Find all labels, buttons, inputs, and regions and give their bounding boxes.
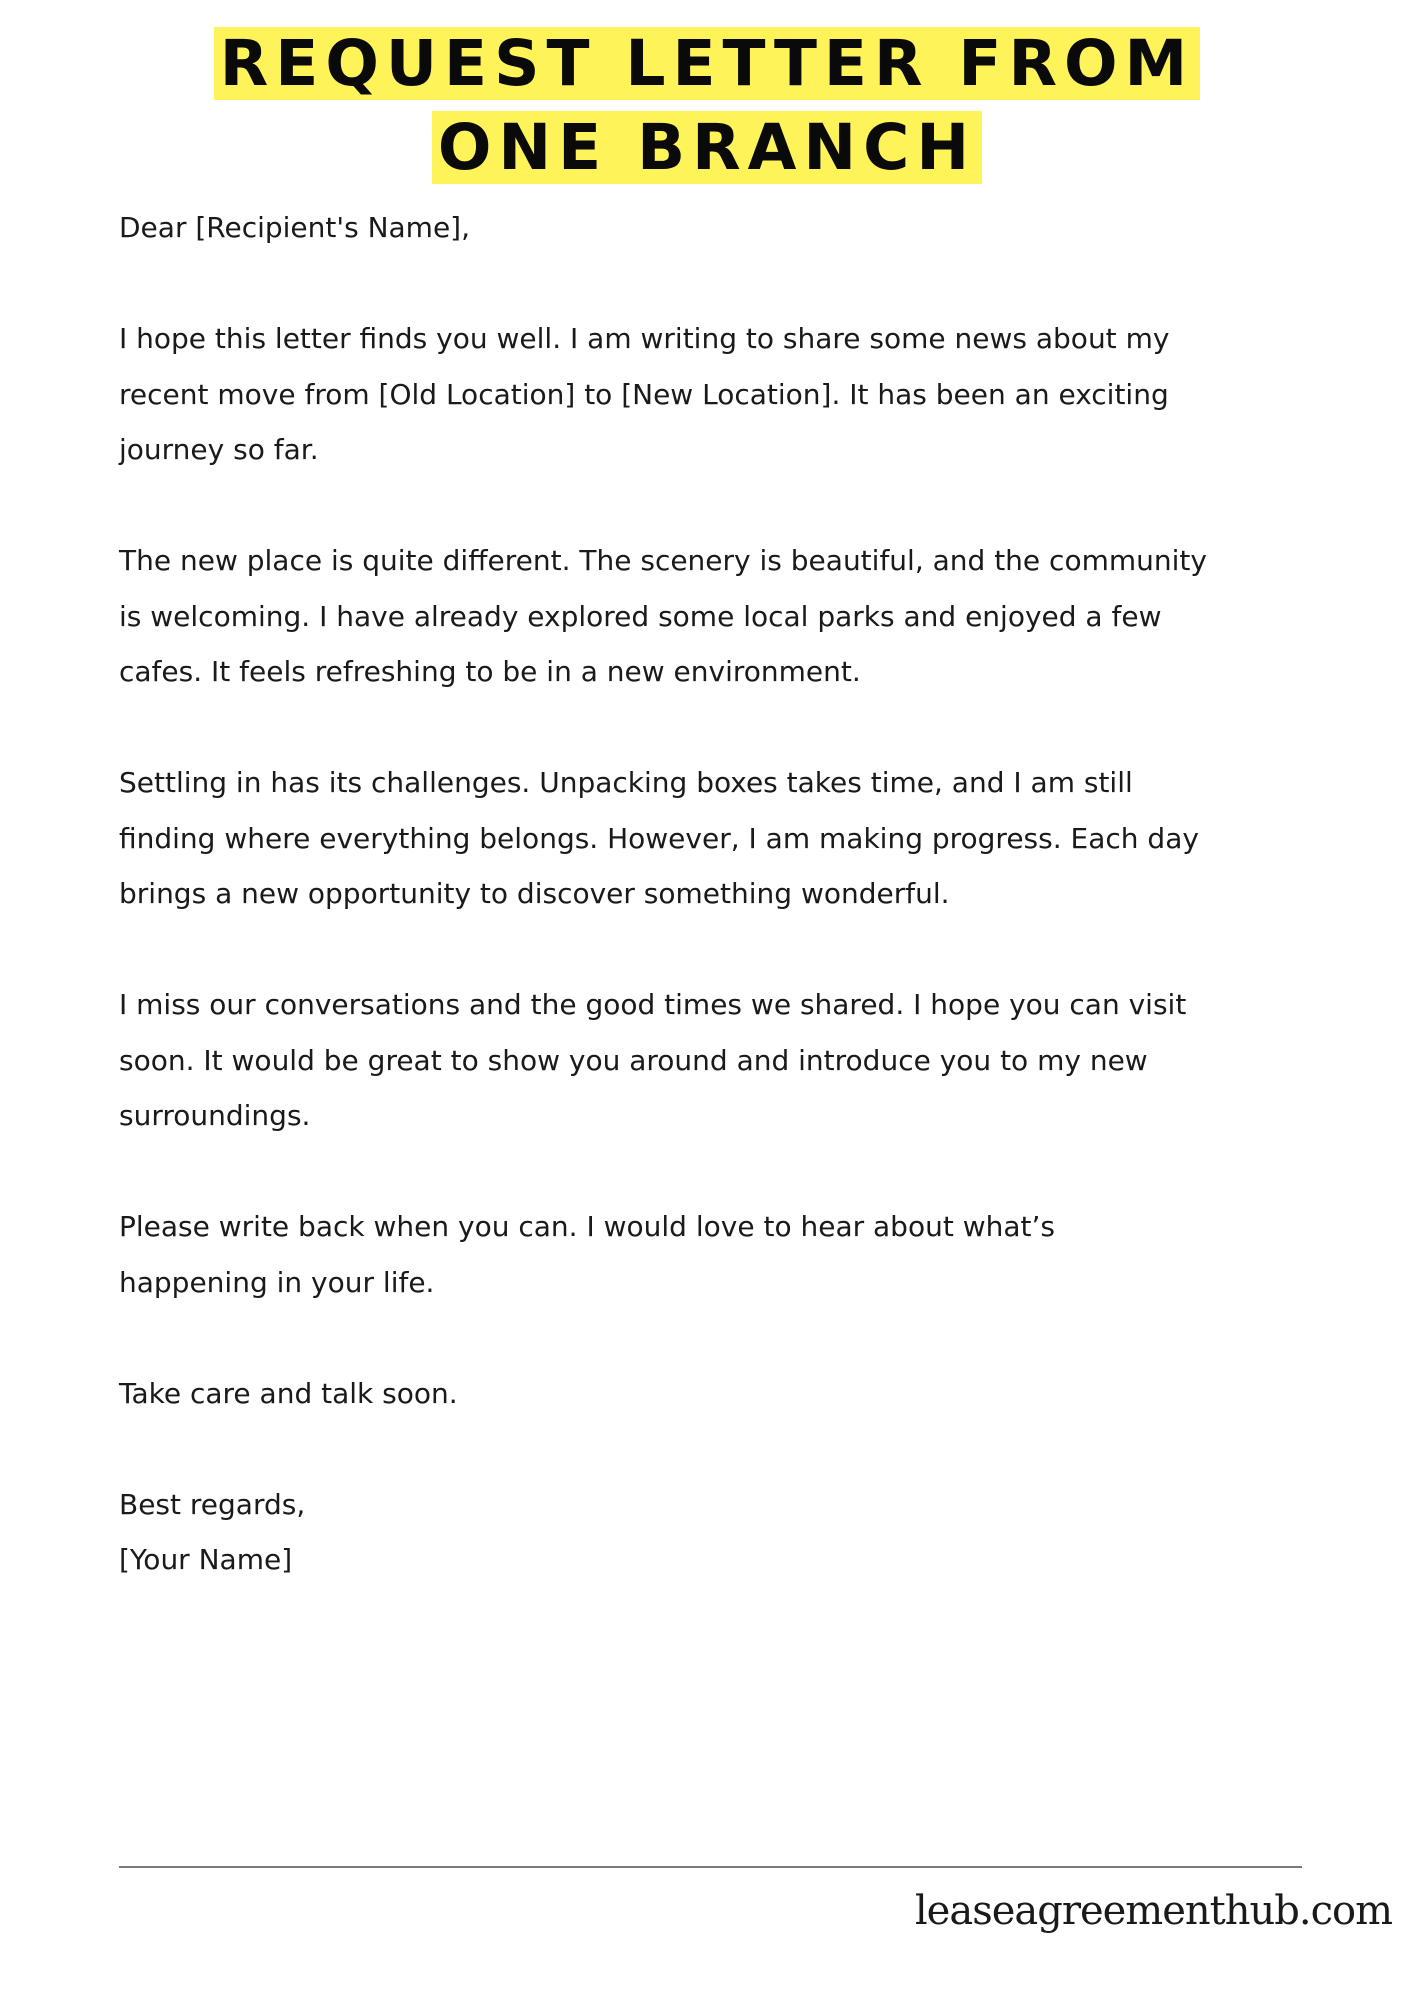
footer-divider — [119, 1866, 1302, 1868]
footer-website: leaseagreementhub.com — [914, 1888, 1392, 1934]
paragraph-2: The new place is quite different. The scenery is beautiful, and the community is welcoming. I have already explored some local parks and enjoyed a few cafes. It feels refreshing to be in a new environment. — [119, 544, 1207, 688]
salutation: Dear [Recipient's Name], — [119, 211, 470, 244]
paragraph-6: Take care and talk soon. — [119, 1376, 458, 1410]
page-title: REQUEST LETTER FROM ONE BRANCH — [214, 27, 1200, 184]
title-box — [122, 22, 1292, 190]
paragraph-5: Please write back when you can. I would love to hear about what’s happening in your life. — [119, 1210, 1055, 1299]
signature: [Your Name] — [119, 1543, 293, 1576]
title-area — [0, 22, 1414, 190]
paragraph-3: Settling in has its challenges. Unpacking boxes takes time, and I am still finding where everything belongs. However, I am making progress. Each day brings a new opportunity to discover something wonderful. — [119, 766, 1199, 910]
letter-body — [119, 200, 1319, 1588]
closing: Best regards, — [119, 1487, 306, 1521]
paragraph-4: I miss our conversations and the good times we shared. I hope you can visit soon. It would be great to show you around and introduce you to my new surroundings. — [119, 988, 1187, 1132]
paragraph-1: I hope this letter finds you well. I am writing to share some news about my recent move from [Old Location] to [New Location]. It has been an exciting journey so far. — [119, 322, 1170, 466]
